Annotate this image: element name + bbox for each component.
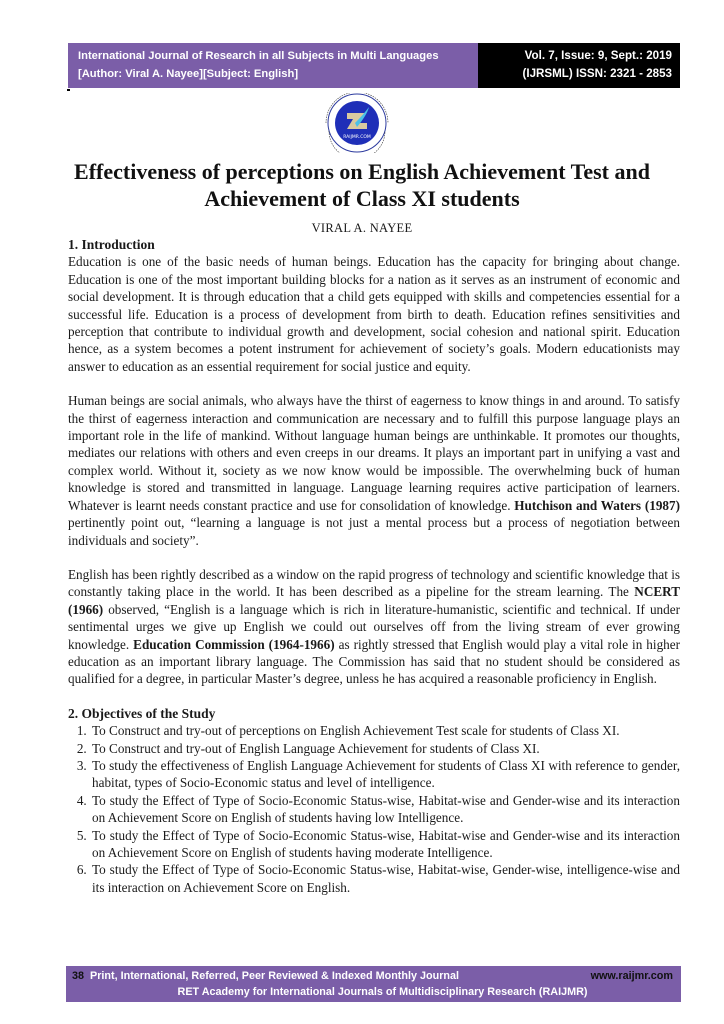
intro-paragraph-3	[68, 566, 680, 688]
logo-text: RAIJMR.COM	[343, 135, 371, 140]
journal-footer	[66, 966, 681, 1002]
volume-issue: Vol. 7, Issue: 9, Sept.: 2019	[524, 49, 672, 62]
journal-name: International Journal of Research in all Subjects in Multi Languages	[78, 50, 439, 62]
article-body	[68, 236, 680, 896]
objective-item: 3. To study the effectiveness of English Language Achievement for students of Class XI with reference to gender, habitat, types of Socio-Economic status and level of intelligence.	[90, 757, 680, 792]
section-heading-introduction: 1. Introduction	[68, 237, 155, 252]
objective-item: 4. To study the Effect of Type of Socio-Economic Status-wise, Habitat-wise and Gender-wise and its interaction on Achievement Score on English of students having low Intelligence.	[90, 792, 680, 827]
publisher-name: RET Academy for International Journals of Multidisciplinary Research (RAIJMR)	[177, 986, 588, 998]
citation-education-commission: Education Commission (1964-1966)	[133, 636, 335, 652]
issn: (IJRSML) ISSN: 2321 - 2853	[522, 67, 672, 80]
section-heading-objectives: 2. Objectives of the Study	[68, 705, 216, 721]
objectives-list	[68, 722, 680, 896]
header-mark	[67, 89, 70, 91]
footer-left	[72, 968, 459, 984]
citation-ncert: NCERT (1966)	[68, 584, 680, 617]
intro-paragraph-1: Education is one of the basic needs of human beings. Education has the capacity for bringing about change. Education is one of the most important building blocks for a nation as it serves as an instrument of economic and social development. It is through education that a child gets equipped with skills and competencies essential for a successful life. Education is a process of development from birth to death. Education refines sensitivities and perception that contribute to individual growth and development, social cohesion and national spirit. Education hence, as a system becomes a potent instrument for achievement of society’s goals. Modern educationists may answer to education as an essential requirement for social justice and equity.	[68, 254, 680, 374]
article-title: Effectiveness of perceptions on English Achievement Test and Achievement of Class XI students	[74, 159, 650, 211]
citation-hutchison-waters: Hutchison and Waters (1987)	[514, 497, 680, 513]
paragraph-text: as rightly stressed that English would play a vital role in higher education as an important library language. The Commission has said that no student should be considered as qualified for a degree, in particular Master’s degree, unless he has acquired a reasonable proficiency in English.	[68, 636, 680, 687]
paragraph-text: Human beings are social animals, who always have the thirst of eagerness to know things in and around. To satisfy the thirst of eagerness interaction and communication are necessary and to fulfill this purpose language plays an important role in the life of mankind. Without language human beings are unthinkable. It promotes our thoughts, mediates our relations with others and even creeps in our dreams. It plays an important part in unifying a vast and complex world. Without it, society as we now know would be impossible. The overwhelming buck of human knowledge is stored and transmitted in language. Language learning requires active participation of learners. Whatever is learnt needs constant practice and use for consolidation of knowledge.	[68, 393, 680, 513]
intro-paragraph-2	[68, 392, 680, 549]
journal-type: Print, International, Referred, Peer Reviewed & Indexed Monthly Journal	[90, 970, 459, 982]
objective-item: 2. To Construct and try-out of English Language Achievement for students of Class XI.	[90, 740, 680, 757]
paragraph-text: pertinently point out, “learning a language is not just a mental process but a process of negotiation between individuals and society”.	[68, 515, 680, 548]
paragraph-text: observed, “English is a language which is rich in literature-humanistic, scientific and technical. If under sentimental urges we give up English we could out ourselves off from the living stream of ever growing knowledge.	[68, 601, 680, 652]
header-journal-info	[68, 43, 478, 88]
objective-item: 1. To Construct and try-out of perceptions on English Achievement Test scale for students of Class XI.	[90, 722, 680, 739]
raijmr-seal-logo-icon	[323, 93, 391, 153]
website-link[interactable]: www.raijmr.com	[590, 970, 673, 982]
author-subject: [Author: Viral A. Nayee][Subject: English]	[78, 68, 299, 80]
article-author: VIRAL A. NAYEE	[311, 221, 413, 235]
header-issue-info	[478, 43, 680, 88]
paragraph-text: English has been rightly described as a window on the rapid progress of technology and scientific knowledge that is constantly taking place in the world. It has been described as a pipeline for the stream learning. The	[68, 566, 680, 600]
page-number: 38	[72, 970, 85, 982]
journal-header	[68, 43, 680, 88]
objective-item: 6. To study the Effect of Type of Socio-Economic Status-wise, Habitat-wise, Gender-wise, intelligence-wise and its interaction on Achievement Score on English.	[90, 861, 680, 896]
objective-item: 5. To study the Effect of Type of Socio-Economic Status-wise, Habitat-wise and Gender-wise and its interaction on Achievement Score on English of students having moderate Intelligence.	[90, 827, 680, 862]
